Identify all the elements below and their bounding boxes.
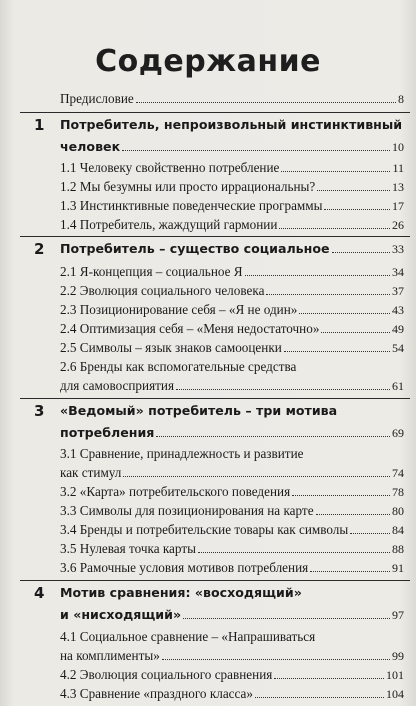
chapter-number: 4 [34,584,45,602]
toc-entry-title: 2.3 Позиционирование себя – «Я не один» [60,302,298,317]
toc-entry-page: 84 [392,523,404,537]
leader-dots [324,209,390,210]
leader-dots [332,252,390,253]
leader-dots [317,190,390,191]
leader-dots [281,171,390,172]
chapter-divider [20,580,410,581]
toc-entry-title: 1.2 Мы безумны или просто иррациональны? [60,179,316,194]
chapter-page: 69 [392,426,404,440]
chapter-title-line: «Ведомый» потребитель – три мотива [60,403,338,418]
chapter-page: 33 [392,242,404,256]
leader-dots [292,495,390,496]
toc-entry-title: 2.2 Эволюция социального человека [60,283,265,298]
leader-dots [198,552,390,553]
toc-entry-preface[interactable] [60,89,404,109]
chapter-title-line: и «нисходящий» [60,607,182,622]
toc-entry-title: 3.4 Бренды и потребительские товары как символы [60,522,349,537]
toc-entry[interactable] [60,281,404,301]
leader-dots [136,102,396,103]
toc-entry-page: 104 [386,687,404,701]
toc-entry-page: 34 [392,265,404,279]
toc-entry-page: 54 [392,341,404,355]
toc-entry-page: 101 [386,668,404,682]
toc-entry-page: 11 [392,161,404,175]
toc-entry-page: 99 [392,649,404,663]
toc-entry[interactable] [60,357,404,396]
chapter-page: 10 [392,140,404,154]
chapter-divider [20,236,410,237]
toc-entry-page: 88 [392,542,404,556]
chapter-heading-1[interactable] [60,114,404,158]
toc-entry-title: 4.3 Сравнение «праздного класса» [60,686,253,701]
toc-entry-page: 49 [392,322,404,336]
toc-entry-page: 13 [392,180,404,194]
chapter-divider [20,398,410,399]
chapter-heading-4[interactable] [60,582,404,626]
toc-entry-page: 78 [392,485,404,499]
leader-dots [156,436,390,437]
toc-entry-title: 3.1 Сравнение, принадлежность и развитие [60,446,304,461]
chapter-heading-3[interactable] [60,400,404,444]
chapter-number: 1 [34,116,45,134]
toc-entry[interactable] [60,539,404,559]
leader-dots [299,313,390,314]
toc-entry-title: 2.4 Оптимизация себя – «Меня недостаточно» [60,321,320,336]
toc-entry-title: 3.6 Рамочные условия мотивов потребления [60,560,309,575]
leader-dots [274,678,384,679]
leader-dots [176,389,390,390]
toc-entry-title: 2.6 Бренды как вспомогательные средства [60,359,297,374]
toc-entry[interactable] [60,558,404,578]
leader-dots [123,476,390,477]
toc-entry[interactable] [60,215,404,235]
toc-entry-title: на комплименты» [60,648,160,663]
toc-entry-page: 17 [392,199,404,213]
toc-entry[interactable] [60,444,404,483]
toc-entry[interactable] [60,627,404,666]
leader-dots [310,571,390,572]
toc-entry[interactable] [60,177,404,197]
leader-dots [316,514,390,515]
toc-entry[interactable] [60,665,404,685]
chapter-page: 97 [392,608,404,622]
toc-entry-page: 8 [398,92,404,106]
toc-entry-title: 4.1 Социальное сравнение – «Напрашиваться [60,629,316,644]
leader-dots [350,533,390,534]
chapter-title-line: человек [60,139,121,154]
toc-entry-page: 91 [392,561,404,575]
toc-entry[interactable] [60,300,404,320]
toc-entry-page: 80 [392,504,404,518]
toc-entry[interactable] [60,501,404,521]
toc-entry-page: 74 [392,466,404,480]
toc-entry-title: как стимул [60,465,122,480]
chapter-title-line: Потребитель, непроизвольный инстинктивный [60,117,403,132]
leader-dots [162,659,390,660]
toc-entry-title: 1.4 Потребитель, жаждущий гармонии [60,217,278,232]
toc-entry[interactable] [60,158,404,178]
toc-entry-page: 26 [392,218,404,232]
toc-entry-title: Предисловие [60,91,134,106]
chapter-title-line: потребления [60,425,155,440]
leader-dots [279,228,390,229]
toc-entry-title: 2.5 Символы – язык знаков самооценки [60,340,282,355]
chapter-title-line: Мотив сравнения: «восходящий» [60,585,302,600]
chapter-number: 3 [34,402,45,420]
toc-entry-page: 37 [392,284,404,298]
toc-entry-page: 61 [392,379,404,393]
chapter-title-line: Потребитель – существо социальное [60,241,330,256]
toc-entry[interactable] [60,319,404,339]
toc-entry-page: 43 [392,303,404,317]
toc-entry[interactable] [60,196,404,216]
toc-entry-title: 3.5 Нулевая точка карты [60,541,196,556]
toc-entry-title: 1.3 Инстинктивные поведенческие программы [60,198,323,213]
toc-entry-title: 3.2 «Карта» потребительского поведения [60,484,291,499]
toc-entry-title: 2.1 Я-концепция – социальное Я [60,264,243,279]
page-title: Содержание [95,44,321,79]
chapter-number: 2 [34,240,45,258]
leader-dots [255,697,384,698]
leader-dots [284,351,390,352]
toc-entry-title: 3.3 Символы для позиционирования на карте [60,503,314,518]
toc-entry[interactable] [60,338,404,358]
toc-entry[interactable] [60,482,404,502]
leader-dots [122,150,390,151]
leader-dots [245,275,390,276]
toc-entry-title: для самовосприятия [60,378,175,393]
leader-dots [183,618,390,619]
toc-entry[interactable] [60,520,404,540]
leader-dots [266,294,390,295]
leader-dots [321,332,390,333]
toc-entry[interactable] [60,262,404,282]
toc-entry-title: 4.2 Эволюция социального сравнения [60,667,273,682]
toc-entry-title: 1.1 Человеку свойственно потребление [60,160,280,175]
toc-entry[interactable] [60,684,404,704]
chapter-heading-2[interactable] [60,238,404,260]
chapter-divider [20,112,410,113]
